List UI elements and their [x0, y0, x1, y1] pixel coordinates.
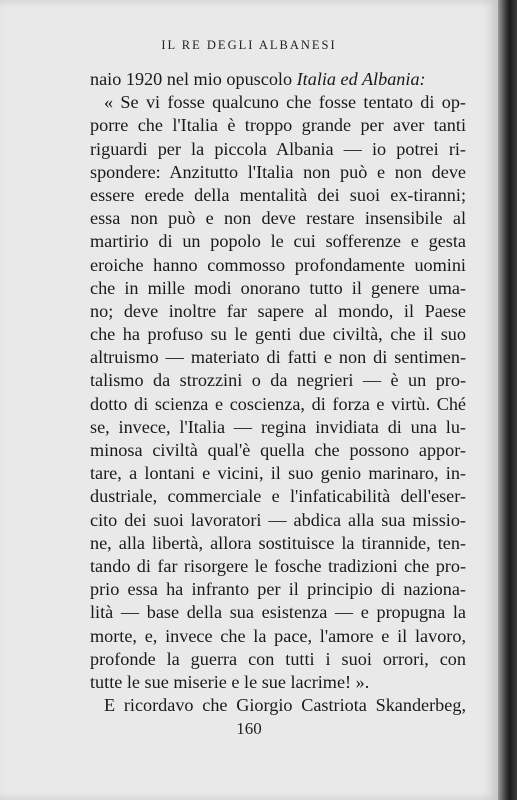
text-line: profonde la guerra con tutti i suoi orrori, con: [90, 648, 466, 669]
text-line: lità — base della sua esistenza — e propugna la: [90, 602, 466, 623]
page-number: 160: [236, 719, 262, 738]
book-title-italic: Italia ed Albania:: [296, 69, 426, 89]
text-line: essere erede della mentalità dei suoi ex-tiranni;: [90, 184, 466, 205]
text-line: tare, a lontani e vicini, il suo genio marinaro, in-: [90, 463, 466, 484]
text-line: no; deve inoltre far sapere al mondo, il Paese: [90, 300, 466, 321]
text-line: martirio di un popolo le cui sofferenze e gesta: [90, 231, 466, 252]
text-line: spondere: Anzitutto l'Italia non può e non deve: [90, 161, 466, 182]
body-text: [90, 68, 466, 717]
text-line: essa non può e non deve restare insensibile al: [90, 208, 466, 229]
text-line: « Se vi fosse qualcuno che fosse tentato di op-: [104, 92, 466, 113]
text-line: eroiche hanno commosso profondamente uomini: [90, 254, 466, 275]
text-line: E ricordavo che Giorgio Castriota Skanderbeg,: [104, 695, 466, 716]
text-line: [90, 68, 466, 91]
text-line: dustriale, commerciale e l'infaticabilità dell'eser-: [90, 486, 466, 507]
text-line: tutte le sue miserie e le sue lacrime! ».: [90, 671, 370, 692]
text-line: morte, e, invece che la pace, l'amore e il lavoro,: [90, 625, 466, 646]
text-line-roman: naio 1920 nel mio opuscolo: [90, 69, 297, 89]
text-line: cito dei suoi lavoratori — abdica alla sua missio-: [90, 509, 466, 530]
text-line: porre che l'Italia è troppo grande per aver tanti: [90, 115, 466, 136]
text-line: altruismo — materiato di fatti e non di sentimen-: [90, 347, 466, 368]
text-line: dotto di scienza e coscienza, di forza e virtù. Ché: [90, 393, 466, 414]
text-line: riguardi per la piccola Albania — io potrei ri-: [90, 138, 466, 159]
text-line: che in mille modi onorano tutto il genere uma-: [90, 277, 466, 298]
text-line: che ha profuso su le genti due civiltà, che il suo: [90, 324, 466, 345]
text-line: talismo da strozzini o da negrieri — è un pro-: [90, 370, 466, 391]
text-line: prio essa ha infranto per il principio di naziona-: [90, 579, 466, 600]
book-binding-edge: [498, 0, 517, 800]
text-line: se, invece, l'Italia — regina invidiata di una lu-: [90, 416, 466, 437]
running-head: IL RE DEGLI ALBANESI: [161, 38, 337, 52]
text-line: ne, alla libertà, allora sostituisce la tirannide, ten-: [90, 532, 466, 553]
text-line: tando di far risorgere le fosche tradizioni che pro-: [90, 555, 466, 576]
text-line: minosa civiltà qual'è quella che possono appor-: [90, 440, 466, 460]
